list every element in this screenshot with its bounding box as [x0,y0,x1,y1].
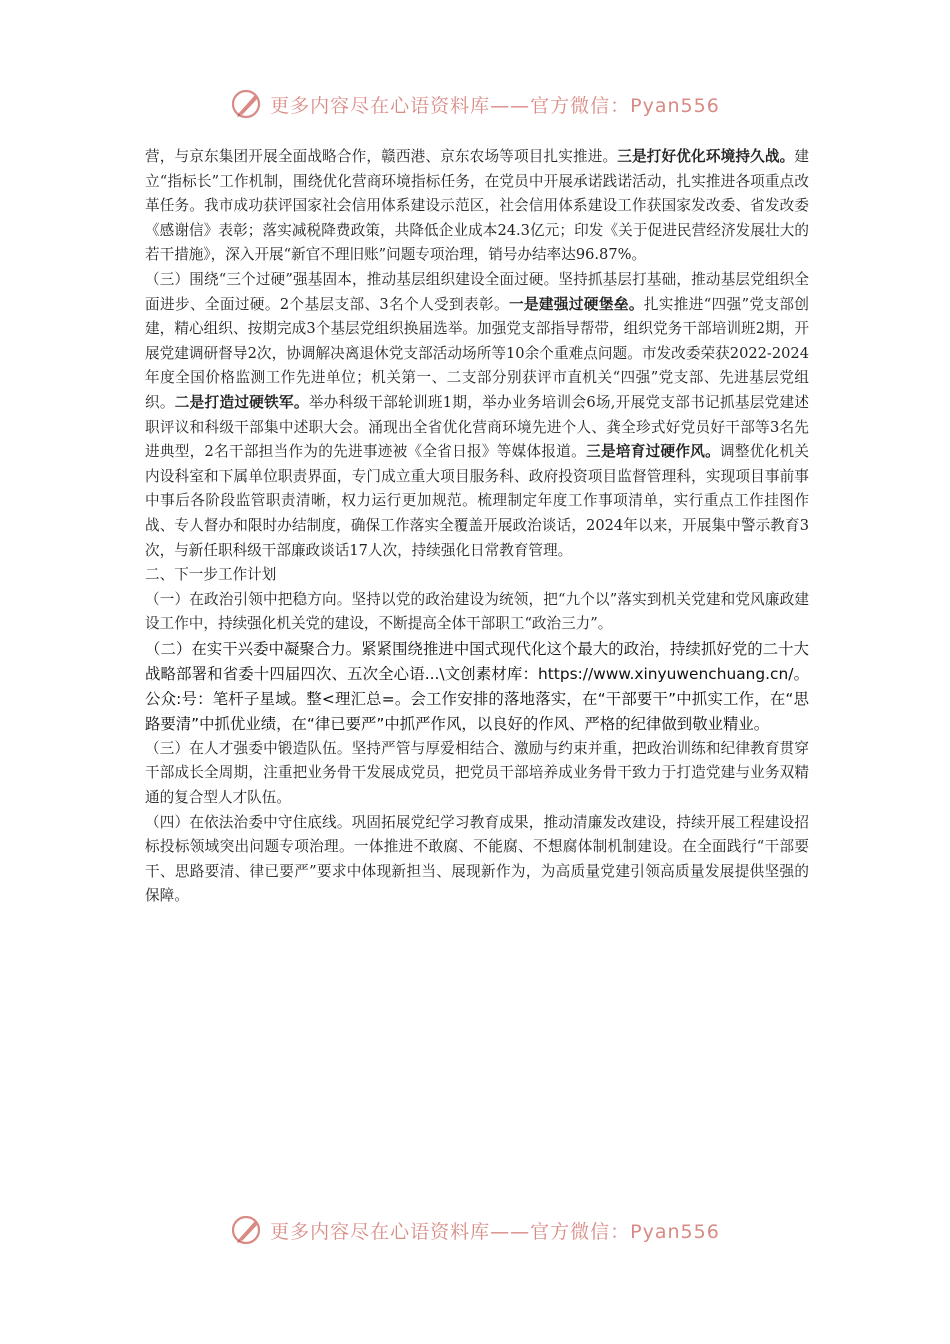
plan-item-3: （三）在人才强委中锻造队伍。坚持严管与厚爱相结合、激励与约束并重，把政治训练和纪律教育贯穿干部成长全周期，注重把业务骨干发展成党员，把党员干部培养成业务骨干致力于打造党建与业务双精通的复合型人才队伍。 [145,739,809,807]
pen-logo-icon [230,1213,264,1247]
plan-item-2: （二）在实干兴委中凝聚合力。紧紧围绕推进中国式现代化这个最大的政治，持续抓好党的二十大战略部署和省委十四届四次、五次全心语...\文创素材库：https://www.xinyuwenchuang.cn/。公众:号：笔杆子星域。整<理汇总=。会工作安排的落地落实，在“干部要干”中抓实工作，在“思路要清”中抓优业绩，在“律已要严”中抓严作风，以良好的作风、严格的纪律做到敬业精业。 [145,639,809,733]
document-body [145,145,809,909]
bold-lead-fortress: 一是建强过硬堡垒。 [508,295,644,313]
bold-lead-3: 三是打好优化环境持久战。 [617,148,795,165]
section-heading-next-plan: 二、下一步工作计划 [145,566,277,584]
plan-item-4: （四）在依法治委中守住底线。巩固拓展党纪学习教育成果，推动清廉发改建设，持续开展工程建设招标投标领域突出问题专项治理。一体推进不敢腐、不能腐、不想腐体制机制建设。在全面践行“干部要干、思路要清、律已要严”要求中体现新担当、展现新作为，为高质量党建引领高质量发展提供坚强的保障。 [145,813,809,905]
bold-lead-style: 三是培育过硬作风。 [586,443,720,461]
plan-item-1: （一）在政治引领中把稳方向。坚持以党的政治建设为统领，把“九个以”落实到机关党建和党风廉政建设工作中，持续强化机关党的建设，不断提高全体干部职工“政治三力”。 [145,590,809,633]
pen-logo-icon [230,87,264,121]
watermark-banner-bottom [0,1210,950,1250]
watermark-text-bottom: 更多内容尽在心语资料库——官方微信：Pyan556 [270,1220,720,1243]
paragraph-2: （三）围绕“三个过硬”强基固本，推动基层组织建设全面过硬。坚持抓基层打基础，推动基层党组织全面进步、全面过硬。2个基层支部、3名个人受到表彰。一是建强过硬堡垒。扎实推进“四强”党支部创建，精心组织、按期完成3个基层党组织换届选举。加强党支部指导帮带，组织党务干部培训班2期，开展党建调研督导2次，协调解决离退休党支部活动场所等10余个重难点问题。市发改委荣获2022-2024年度全国价格监测工作先进单位；机关第一、二支部分别获评市直机关“四强”党支部、先进基层党组织。二是打造过硬铁军。举办科级干部轮训班1期，举办业务培训会6场,开展党支部书记抓基层党建述职评议和科级干部集中述职大会。涌现出全省优化营商环境先进个人、龚全珍式好党员好干部等3名先进典型，2名干部担当作为的先进事迹被《全省日报》等媒体报道。三是培育过硬作风。调整优化机关内设科室和下属单位职责界面，专门成立重大项目服务科、政府投资项目监督管理科，实现项目事前事中事后各阶段监管职责清晰，权力运行更加规范。梳理制定年度工作事项清单，实行重点工作挂图作战、专人督办和限时办结制度，确保工作落实全覆盖开展政治谈话，2024年以来，开展集中警示教育3次，与新任职科级干部廉政谈话17人次，持续强化日常教育管理。 [145,270,809,559]
watermark-text-top: 更多内容尽在心语资料库——官方微信：Pyan556 [270,94,720,117]
watermark-banner-top [0,84,950,124]
bold-lead-army: 二是打造过硬铁军。 [174,393,309,411]
paragraph-1: 营，与京东集团开展全面战略合作，赣西港、京东农场等项目扎实推进。三是打好优化环境持久战。建立“指标长”工作机制，围绕优化营商环境指标任务，在党员中开展承诺践诺活动，扎实推进各项重点改革任务。我市成功获评国家社会信用体系建设示范区，社会信用体系建设工作获国家发改委、省发改委《感谢信》表彰；落实减税降费政策，共降低企业成本24.3亿元；印发《关于促进民营经济发展壮大的若干措施》，深入开展“新官不理旧账”问题专项治理，销号办结率达96.87%。 [145,148,809,264]
